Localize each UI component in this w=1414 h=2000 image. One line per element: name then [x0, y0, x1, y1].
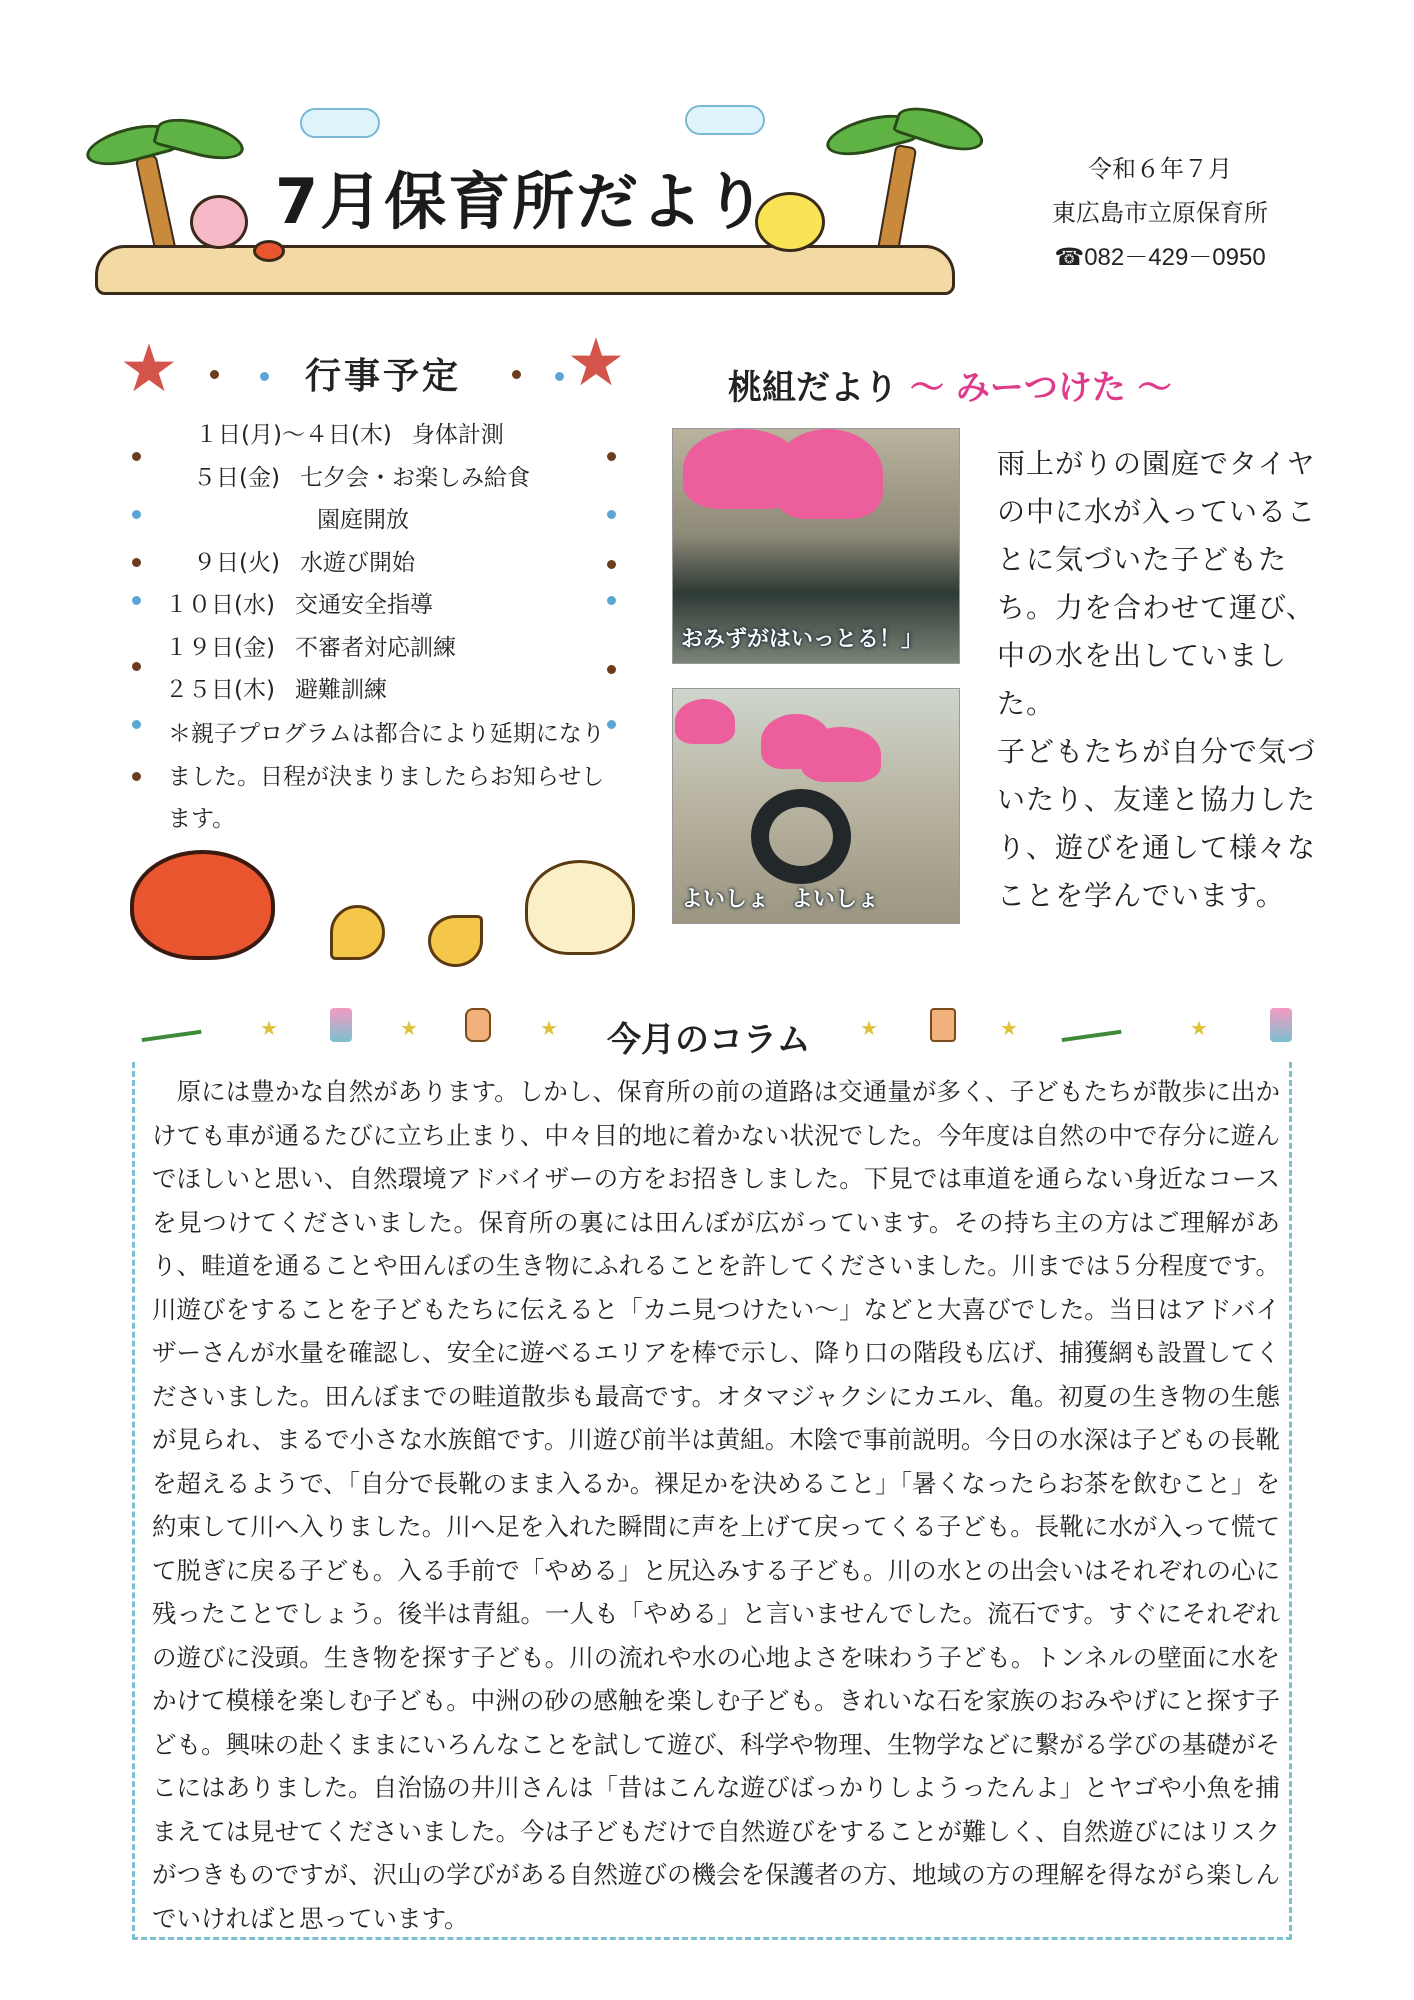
event-row: [165, 499, 605, 542]
issue-date: 令和６年７月: [1088, 156, 1232, 183]
dot-icon: [607, 452, 616, 461]
phone-number: ☎082－429－0950: [1054, 244, 1266, 271]
rabbit-icon: [190, 195, 248, 249]
dot-icon: [607, 665, 616, 674]
photo-children-tire-2: [672, 688, 960, 924]
event-name: 身体計測: [411, 422, 504, 448]
tire-icon: [751, 789, 851, 884]
dot-icon: [132, 452, 141, 461]
dot-icon: [512, 370, 521, 379]
event-row: [165, 414, 605, 457]
shell-icon: [525, 860, 635, 955]
dot-icon: [607, 720, 616, 729]
shell-icon: [330, 905, 385, 960]
dot-icon: [210, 370, 219, 379]
header-banner: [95, 100, 955, 300]
column-title: 今月のコラム: [607, 1020, 811, 1060]
event-date: ９日(火): [193, 549, 280, 576]
event-row: [165, 669, 605, 712]
event-name: 園庭開放: [317, 507, 409, 533]
dot-icon: [132, 510, 141, 519]
column-body-text: 原には豊かな自然があります。しかし、保育所の前の道路は交通量が多く、子どもたちが散歩に出かけても車が通るたびに立ち止まり、中々目的地に着かない状況でした。今年度は自然の中で存分に遊んでほしいと思い、自然環境アドバイザーの方をお招きしました。下見では車道を通らない身近なコースを見つけてくださいました。保育所の裏には田んぼが広がっています。その持ち主の方はご理解があり、畦道を通ることや田んぼの生き物にふれることを許してくださいました。川までは５分程度です。川遊びをすることを子どもたちに伝えると「カニ見つけたい～」などと大喜びでした。当日はアドバイザーさんが水量を確認し、安全に遊べるエリアを棒で示し、降り口の階段も広げ、捕獲網も設置してくださいました。田んぼまでの畦道散歩も最高です。オタマジャクシにカエル、亀。初夏の生き物の生態が見られ、まるで小さな水族館です。川遊び前半は黄組。木陰で事前説明。今日の水深は子どもの長靴を超えるようで、「自分で長靴のまま入るか。裸足かを決めること」「暑くなったらお茶を飲むこと」を約束して川へ入りました。川へ足を入れた瞬間に声を上げて戻ってくる子ども。長靴に水が入って慌てて脱ぎに戻る子ども。入る手前で「やめる」と尻込みする子ども。川の水との出会いはそれぞれの心に残ったことでしょう。後半は青組。一人も「やめる」と言いませんでした。流石です。すぐにそれぞれの遊びに没頭。生き物を探す子ども。川の流れや水の心地よさを味わう子ども。トンネルの壁面に水をかけて模様を楽しむ子ども。中洲の砂の感触を楽しむ子ども。きれいな石を家族のおみやげにと探す子ども。興味の赴くままにいろんなことを試して遊び、科学や物理、生物学などに繋がる学びの基礎がそこにはありました。自治協の井川さんは「昔はこんな遊びばっかりしようったんよ」とヤゴや小魚を捕まえては見せてくださいました。今は子どもだけで自然遊びをすることが難しく、自然遊びにはリスクがつきものですが、沢山の学びがある自然遊びの機会を保護者の方、地域の方の理解を得ながら楽しんでいければと思っています。: [152, 1077, 1280, 1933]
event-name: 七夕会・お楽しみ給食: [299, 464, 530, 491]
event-name: 不審者対応訓練: [294, 634, 456, 661]
page-title: 7月保育所だより: [275, 165, 769, 238]
lantern-icon: [465, 1008, 491, 1042]
hat-icon: [675, 699, 735, 744]
star-icon: ★: [1190, 1016, 1208, 1040]
star-icon: ★: [540, 1016, 558, 1040]
star-icon: ★: [860, 1016, 878, 1040]
crab-icon: [130, 850, 275, 960]
star-icon: ★: [1000, 1016, 1018, 1040]
shell-icon: [428, 915, 483, 967]
events-title: 行事予定: [305, 356, 462, 397]
event-row: [165, 627, 605, 670]
event-name: 避難訓練: [294, 677, 387, 703]
ornament-icon: [330, 1008, 352, 1042]
bamboo-icon: [138, 1008, 201, 1042]
photo-children-tire-1: [672, 428, 960, 664]
dot-icon: [607, 560, 616, 569]
dot-icon: [607, 596, 616, 605]
momo-subtitle: ～ みーつけた ～: [910, 368, 1172, 408]
momo-body-text: 雨上がりの園庭でタイヤの中に水が入っていることに気づいた子どもたち。力を合わせて運び、中の水を出していました。 子どもたちが自分で気づいたり、友達と協力したり、遊びを通して様々なことを学んでいます。: [997, 447, 1317, 912]
event-row: [165, 542, 605, 585]
starfish-icon: ★: [119, 330, 179, 407]
ornament-icon: [1270, 1008, 1292, 1042]
sand-ground: [95, 245, 955, 295]
photo-caption: よいしょ よいしょ: [681, 887, 880, 912]
hat-icon: [773, 429, 883, 519]
event-date: １９日(金): [165, 634, 275, 661]
event-date: ５日(金): [193, 464, 280, 491]
events-list: [165, 414, 605, 712]
star-icon: ★: [400, 1016, 418, 1040]
bamboo-icon: [1058, 1008, 1121, 1042]
hat-icon: [801, 727, 881, 782]
event-date: １０日(水): [165, 592, 275, 618]
starfish-icon: ★: [566, 324, 626, 401]
cloud-icon: [300, 108, 380, 138]
lantern-icon: [930, 1008, 956, 1042]
dot-icon: [607, 510, 616, 519]
organization-name: 東広島市立原保育所: [1052, 200, 1268, 227]
event-row: [165, 457, 605, 500]
crab-icon: [253, 240, 285, 262]
dot-icon: [555, 372, 564, 381]
momo-section-title: [728, 360, 1172, 409]
star-icon: ★: [260, 1016, 278, 1040]
dot-icon: [132, 662, 141, 671]
event-date: １日(月)～４日(木): [195, 422, 392, 448]
dot-icon: [132, 596, 141, 605]
dot-icon: [260, 372, 269, 381]
event-date: ２５日(木): [165, 677, 275, 703]
photo-caption: おみずがはいっとる！」: [681, 627, 924, 652]
event-row: [165, 584, 605, 627]
dot-icon: [132, 720, 141, 729]
dot-icon: [132, 772, 141, 781]
dot-icon: [132, 558, 141, 567]
momo-title-label: 桃組だより: [728, 368, 898, 408]
palm-leaf-icon: [152, 111, 248, 167]
event-name: 水遊び開始: [299, 549, 415, 576]
cloud-icon: [685, 105, 765, 135]
event-name: 交通安全指導: [294, 592, 433, 618]
events-note: ＊親子プログラムは都合により延期になりました。日程が決まりましたらお知らせします。: [168, 721, 605, 832]
header-info: [1010, 148, 1310, 280]
